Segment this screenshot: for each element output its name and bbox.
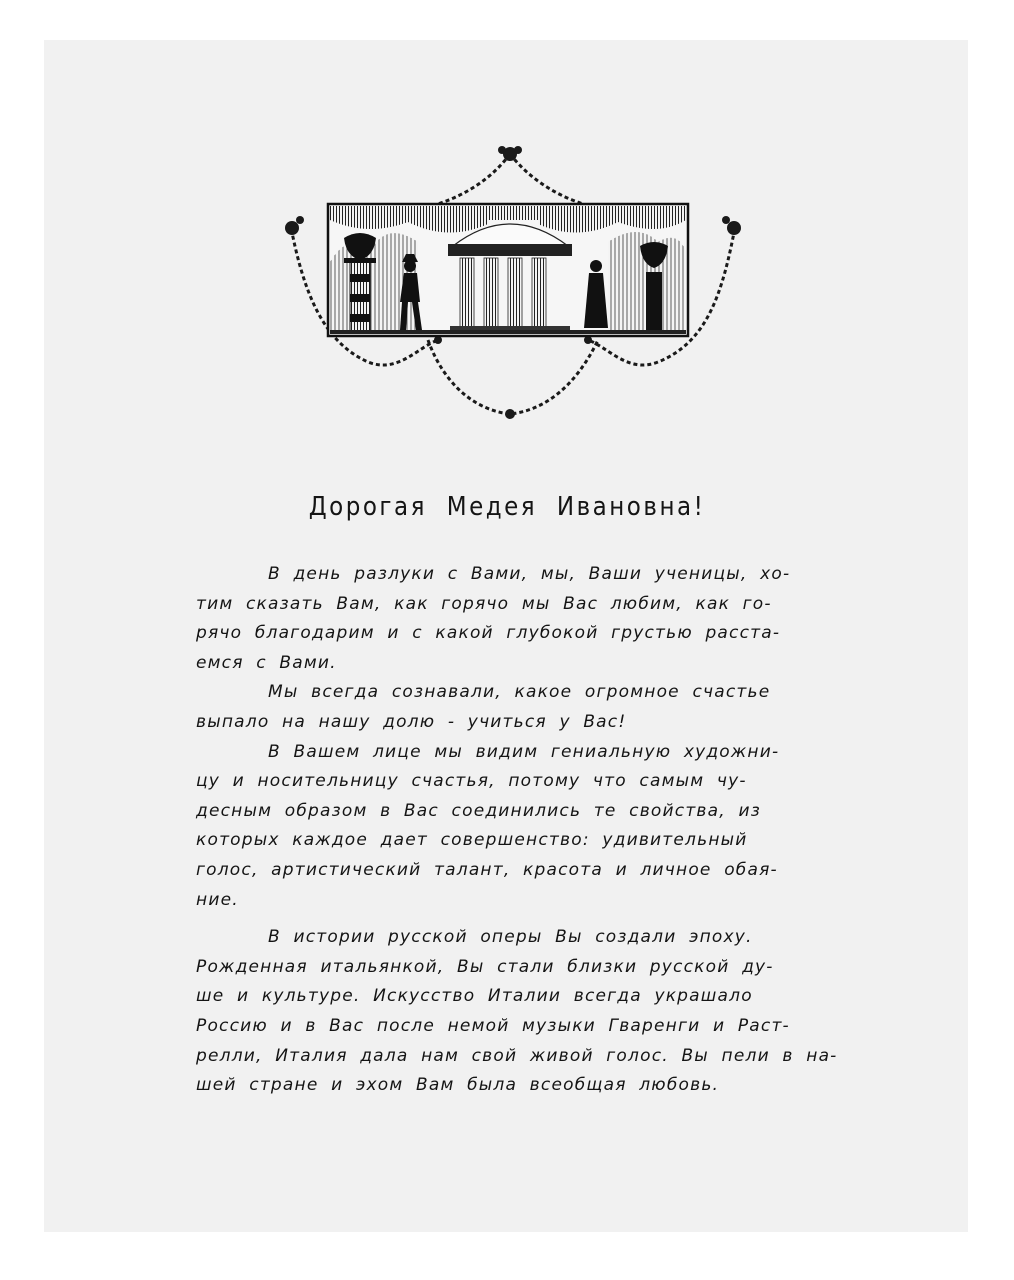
- letter-title: Дорогая Медея Ивановна!: [308, 492, 706, 522]
- text-line: голос, артистический талант, красота и личное обая-: [196, 859, 778, 880]
- letter-body: [196, 560, 846, 1101]
- text-line: ше и культуре. Искусство Италии всегда украшало: [196, 986, 753, 1007]
- text-line: рячо благодарим и с какой глубокой грустью расста-: [196, 623, 781, 644]
- paragraph-3: [196, 738, 846, 916]
- text-line: релли, Италия дала нам свой живой голос. Вы пели в на-: [196, 1045, 838, 1066]
- text-line: выпало на нашу долю - учиться у Вас!: [196, 711, 627, 732]
- garland-vignette-icon: [278, 142, 748, 422]
- text-line: В истории русской оперы Вы создали эпоху.: [268, 927, 753, 948]
- text-line: емся с Вами.: [196, 652, 337, 673]
- text-line: которых каждое дает совершенство: удивительный: [196, 830, 748, 851]
- text-line: В Вашем лице мы видим гениальную художни-: [268, 741, 780, 762]
- paragraph-2: [196, 678, 846, 737]
- paragraph-1: [196, 560, 846, 678]
- text-line: Рожденная итальянкой, Вы стали близки русской ду-: [196, 956, 774, 977]
- text-line: Россию и в Вас после немой музыки Гваренги и Раст-: [196, 1015, 790, 1036]
- text-line: Мы всегда сознавали, какое огромное счастье: [268, 682, 771, 703]
- text-line: тим сказать Вам, как горячо мы Вас любим, как го-: [196, 593, 772, 614]
- text-line: шей стране и эхом Вам была всеобщая любовь.: [196, 1075, 720, 1096]
- text-line: В день разлуки с Вами, мы, Ваши ученицы, хо-: [268, 564, 791, 584]
- paragraph-4: [196, 923, 846, 1101]
- text-line: десным образом в Вас соединились те свойства, из: [196, 800, 761, 821]
- text-line: ние.: [196, 889, 239, 910]
- text-line: цу и носительницу счастья, потому что самым чу-: [196, 771, 747, 792]
